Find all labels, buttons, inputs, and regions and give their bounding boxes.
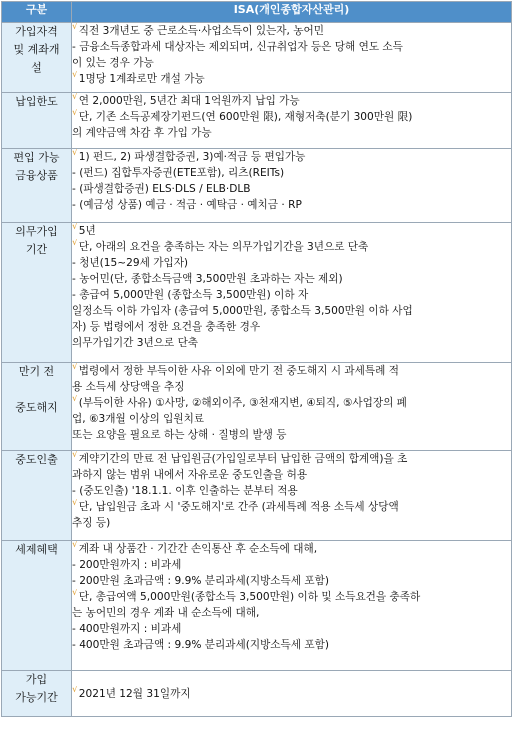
content-line: 1) 펀드, 2) 파생결합증권, 3)예·적금 등 편입가능 <box>78 151 306 163</box>
table-row <box>2 671 512 717</box>
content-line: 단, 아래의 요건을 충족하는 자는 의무가입기간을 3년으로 단축 <box>78 241 369 253</box>
content-line: 자) 등 법령에서 정한 요건을 충족한 경우 <box>72 321 261 333</box>
label-line: 및 계좌개 <box>13 43 60 56</box>
content-line: - 농어민(단, 종합소득금액 3,500만원 초과하는 자는 제외) <box>72 273 343 285</box>
check-mark-icon: √ <box>72 223 78 233</box>
check-mark-icon: √ <box>72 109 78 119</box>
row-content-tax-benefit <box>72 541 512 671</box>
label-line: 세제혜택 <box>15 543 58 556</box>
check-mark-icon: √ <box>72 363 78 373</box>
row-content-withdrawal <box>72 451 512 541</box>
content-line: 이 있는 경우 가능 <box>72 57 154 69</box>
content-line: 과하지 않는 범위 내에서 자유로운 중도인출을 허용 <box>72 469 308 481</box>
row-content-early-termination <box>72 363 512 451</box>
row-label-deposit-limit <box>2 93 72 149</box>
content-line: 업, ⑥3개월 이상의 입원치료 <box>72 413 205 425</box>
content-line: 추징 등) <box>72 517 111 529</box>
content-line: 의 계약금액 차감 후 가입 가능 <box>72 127 212 139</box>
content-line: 단, 총급여액 5,000만원(종합소득 3,500만원) 이하 및 소득요건을 충족하 <box>78 591 421 603</box>
label-line: 납입한도 <box>15 95 58 108</box>
row-content-mandatory-period <box>72 223 512 363</box>
table-row <box>2 541 512 671</box>
content-line: - (펀드) 집합투자증권(ETE포함), 리츠(REITs) <box>72 167 285 179</box>
row-label-eligible-products <box>2 149 72 223</box>
check-mark-icon: √ <box>72 239 78 249</box>
content-line: 는 농어민의 경우 계좌 내 순소득에 대해, <box>72 607 260 619</box>
header-isa: ISA(개인종합자산관리) <box>72 2 512 23</box>
table-row <box>2 451 512 541</box>
check-mark-icon: √ <box>72 23 78 33</box>
row-label-tax-benefit <box>2 541 72 671</box>
table-row <box>2 363 512 451</box>
table-row <box>2 23 512 93</box>
content-line: 연 2,000만원, 5년간 최대 1억원까지 납입 가능 <box>78 95 300 107</box>
content-line: - (예금성 상품) 예금 · 적금 · 예탁금 · 예치금 · RP <box>72 199 302 211</box>
check-mark-icon: √ <box>72 395 78 405</box>
label-line: 가입 <box>25 673 48 686</box>
check-mark-icon: √ <box>72 499 78 509</box>
table-row <box>2 223 512 363</box>
content-line: 1명당 1계좌로만 개설 가능 <box>78 73 205 85</box>
row-label-eligibility <box>2 23 72 93</box>
content-line: 5년 <box>78 225 96 237</box>
row-label-enrollment-period <box>2 671 72 717</box>
table-row <box>2 149 512 223</box>
content-line: 또는 요양을 필요로 하는 상해 · 질병의 발생 등 <box>72 429 287 441</box>
label-line: 편입 가능 <box>13 151 60 164</box>
content-line: 의무가입기간 3년으로 단축 <box>72 337 199 349</box>
content-line: - 총급여 5,000만원 (종합소득 3,500만원) 이하 자 <box>72 289 309 301</box>
row-content-enrollment-period <box>72 671 512 717</box>
content-line: - (중도인출) '18.1.1. 이후 인출하는 분부터 적용 <box>72 485 298 497</box>
label-line: 중도해지 <box>15 401 58 414</box>
label-line: 설 <box>31 61 42 74</box>
label-line: 가능기간 <box>15 691 58 704</box>
label-line <box>2 381 71 399</box>
label-line: 중도인출 <box>15 453 58 466</box>
content-line: - 200만원까지 : 비과세 <box>72 559 182 571</box>
row-content-eligible-products <box>72 149 512 223</box>
label-line: 금융상품 <box>15 169 58 182</box>
content-line: 일정소득 이하 가입자 (총급여 5,000만원, 종합소득 3,500만원 이하 사업 <box>72 305 413 317</box>
table-row <box>2 93 512 149</box>
content-line: 계좌 내 상품간 · 기간간 손익통산 후 순소득에 대해, <box>78 543 318 555</box>
table-header-row <box>2 2 512 23</box>
content-line: 2021년 12월 31일까지 <box>78 687 191 700</box>
content-line: (부득이한 사유) ①사망, ②해외이주, ③천재지변, ④퇴직, ⑤사업장의 폐 <box>78 397 407 409</box>
check-mark-icon: √ <box>72 93 78 103</box>
check-mark-icon: √ <box>72 589 78 599</box>
row-content-eligibility <box>72 23 512 93</box>
content-line: - 청년(15~29세 가입자) <box>72 257 189 269</box>
label-line: 의무가입 <box>15 225 58 238</box>
label-line: 만기 전 <box>18 365 55 378</box>
check-mark-icon: √ <box>72 149 78 159</box>
content-line: 법령에서 정한 부득이한 사유 이외에 만기 전 중도해지 시 과세특례 적 <box>78 365 399 377</box>
check-mark-icon: √ <box>72 541 78 551</box>
content-line: 직전 3개년도 중 근로소득·사업소득이 있는자, 농어민 <box>78 25 324 37</box>
content-line: - (파생결합증권) ELS·DLS / ELB·DLB <box>72 183 251 195</box>
header-category: 구분 <box>2 2 72 23</box>
content-line: - 400만원까지 : 비과세 <box>72 623 182 635</box>
content-line: - 200만원 초과금액 : 9.9% 분리과세(지방소득세 포함) <box>72 575 329 587</box>
row-content-deposit-limit <box>72 93 512 149</box>
content-line: 계약기간의 만료 전 납입원금(가입일로부터 납입한 금액의 합계액)을 초 <box>78 453 408 465</box>
check-mark-icon: √ <box>72 685 78 695</box>
label-line: 가입자격 <box>15 25 58 38</box>
check-mark-icon: √ <box>72 71 78 81</box>
content-line: - 금융소득종합과세 대상자는 제외되며, 신규취업자 등은 당해 연도 소득 <box>72 41 403 53</box>
content-line: 단, 기존 소득공제장기펀드(연 600만원 限), 재형저축(분기 300만원 限) <box>78 111 413 123</box>
label-line: 기간 <box>25 243 48 256</box>
row-label-early-termination <box>2 363 72 451</box>
content-line: 단, 납입원금 초과 시 '중도해지'로 간주 (과세특례 적용 소득세 상당액 <box>78 501 399 513</box>
row-label-mandatory-period <box>2 223 72 363</box>
content-line: - 400만원 초과금액 : 9.9% 분리과세(지방소득세 포함) <box>72 639 329 651</box>
row-label-withdrawal <box>2 451 72 541</box>
content-line: 용 소득세 상당액을 추징 <box>72 381 185 393</box>
isa-table <box>1 1 512 717</box>
check-mark-icon: √ <box>72 451 78 461</box>
